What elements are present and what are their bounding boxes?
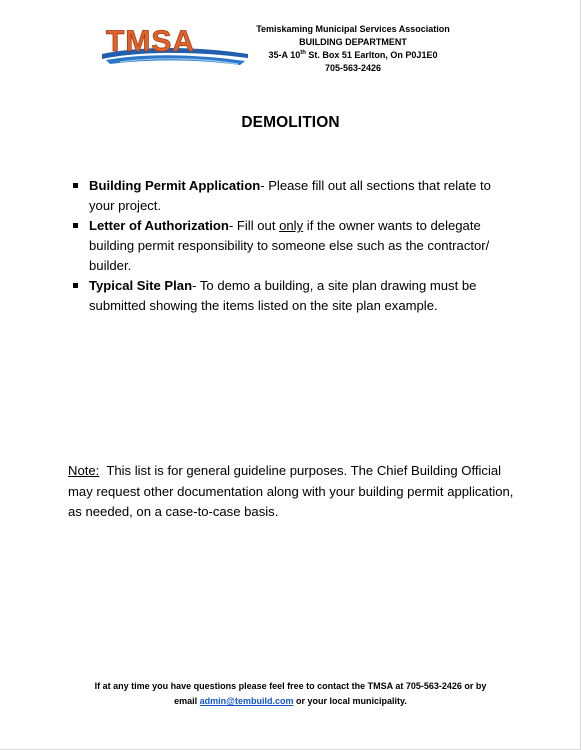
footer bbox=[0, 679, 581, 709]
bullet-icon bbox=[73, 183, 78, 188]
item-term: Typical Site Plan bbox=[89, 278, 193, 293]
item-emphasis: only bbox=[279, 218, 304, 233]
phone: 705-563-2426 bbox=[324, 63, 382, 73]
footer-prefix: email bbox=[174, 696, 200, 706]
address-suffix: th bbox=[300, 50, 306, 56]
address bbox=[248, 49, 458, 62]
department-name: BUILDING DEPARTMENT bbox=[299, 37, 407, 47]
list-item bbox=[70, 176, 520, 216]
item-text: - To demo a building, a site plan drawing must be submitted showing the items listed on the site plan example. bbox=[89, 278, 477, 313]
list-item bbox=[70, 216, 520, 276]
item-term: Letter of Authorization bbox=[89, 218, 229, 233]
logo-wordmark: TMSA bbox=[106, 25, 195, 58]
footer-line: If at any time you have questions please feel free to contact the TMSA at 705-563-2426 or by bbox=[94, 681, 487, 691]
bullet-icon bbox=[73, 283, 78, 288]
tmsa-logo bbox=[100, 24, 250, 68]
item-text: - Fill out bbox=[228, 218, 280, 233]
bullet-icon bbox=[73, 223, 78, 228]
letterhead bbox=[248, 23, 458, 75]
note-paragraph bbox=[68, 461, 518, 523]
item-text: - Please fill out all sections that relate to your project. bbox=[89, 178, 491, 213]
requirements-list bbox=[70, 176, 520, 316]
footer-suffix: or your local municipality. bbox=[293, 696, 407, 706]
email-link[interactable]: admin@tembuild.com bbox=[199, 696, 294, 706]
list-item bbox=[70, 276, 520, 316]
footer-email-line bbox=[0, 694, 581, 709]
note-text: This list is for general guideline purposes. The Chief Building Official may request other documentation along with your building permit application, as needed, on a case-to-case basis. bbox=[68, 463, 518, 519]
page-title: DEMOLITION bbox=[241, 114, 340, 131]
item-term: Building Permit Application bbox=[89, 178, 261, 193]
org-name: Temiskaming Municipal Services Association bbox=[256, 24, 450, 34]
address-street: St. Box 51 Earlton, On P0J1E0 bbox=[305, 50, 438, 60]
note-label: Note: bbox=[68, 463, 100, 478]
item-text: if the owner wants to delegate building permit responsibility to someone else such as the contractor/ builder. bbox=[89, 218, 490, 273]
address-number: 35-A 10 bbox=[268, 50, 301, 60]
